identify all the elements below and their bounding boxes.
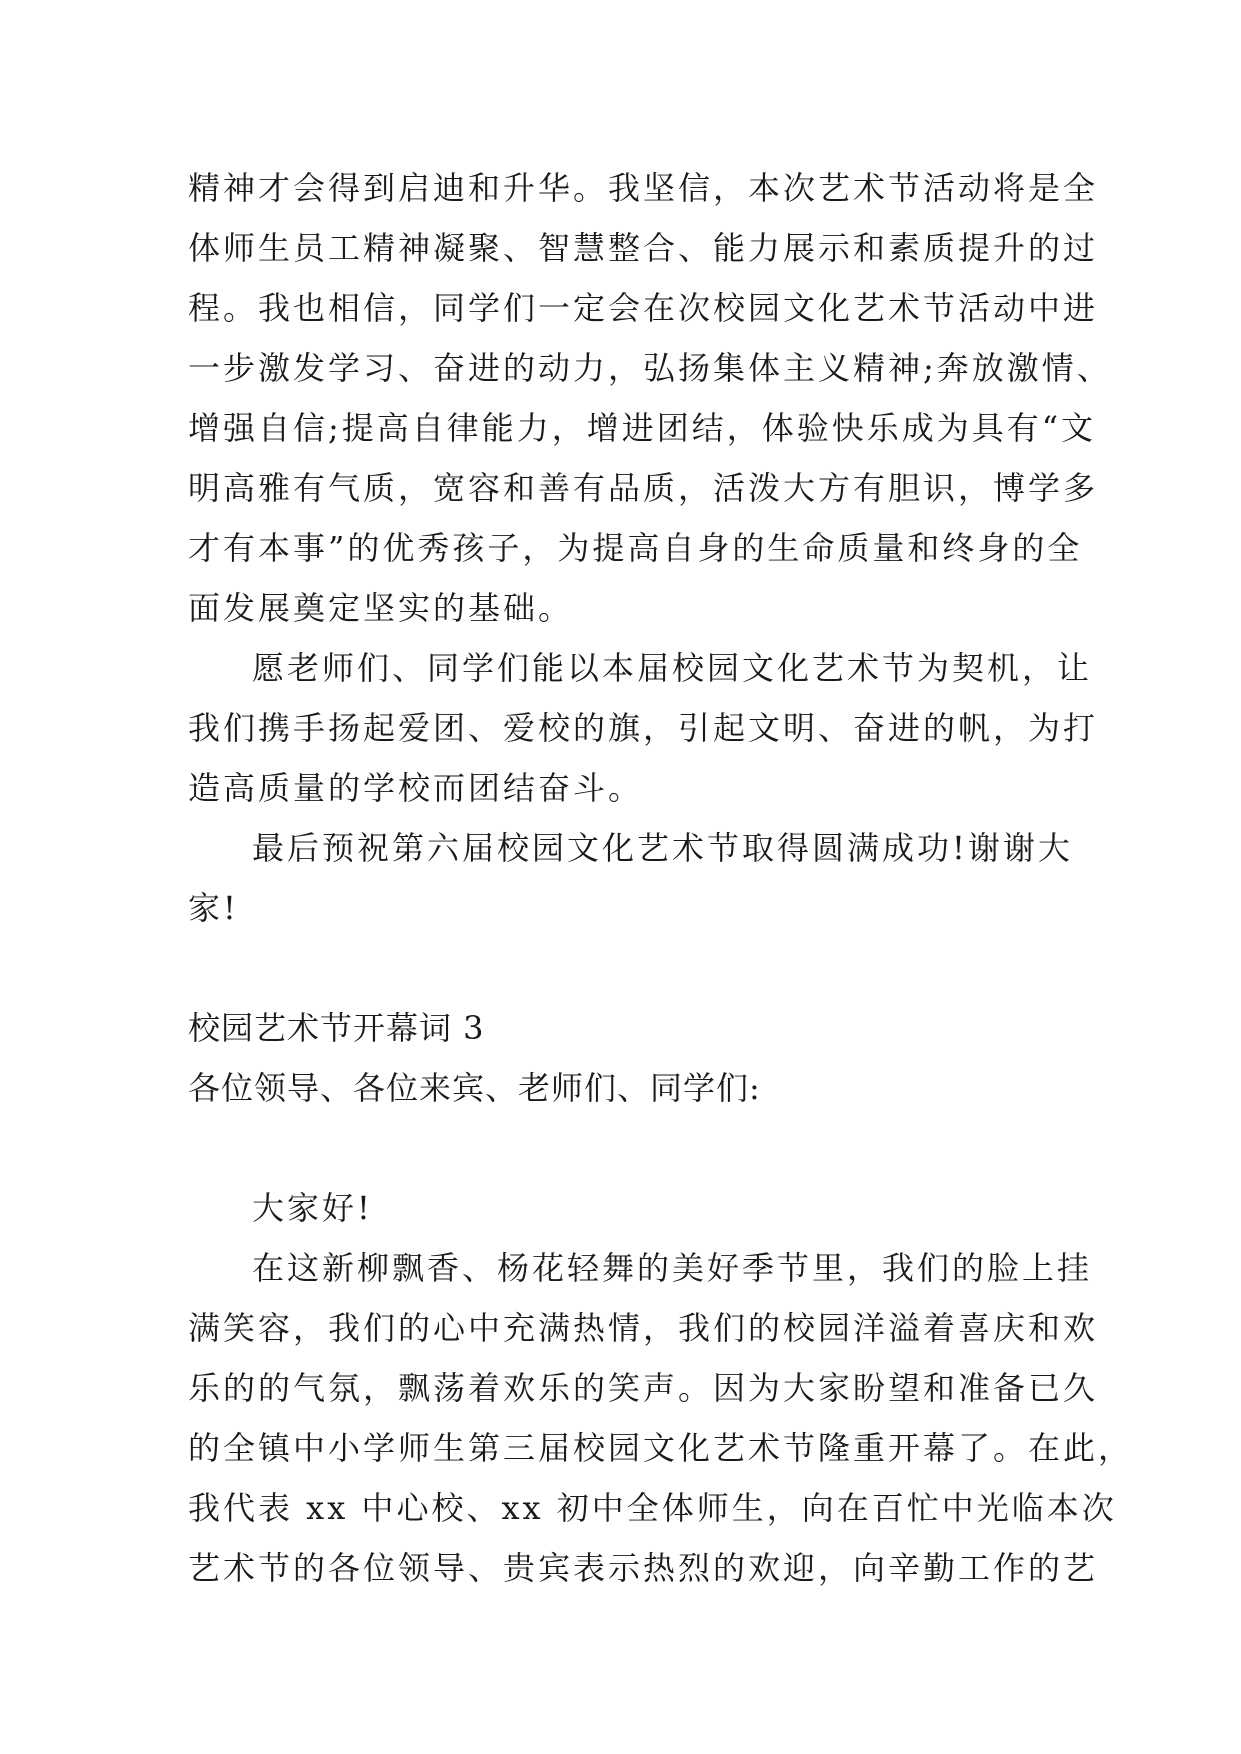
salutation: 各位领导、各位来宾、老师们、同学们:	[188, 1069, 761, 1107]
document-body	[188, 158, 1134, 1598]
spacer	[188, 938, 1068, 998]
paragraph-2	[188, 638, 1099, 818]
text-line: 明高雅有气质，宽容和善有品质，活泼大方有胆识，博学多	[188, 469, 1099, 507]
paragraph-4	[188, 1238, 1134, 1598]
text-line: 家!	[188, 889, 239, 927]
text-line: 最后预祝第六届校园文化艺术节取得圆满成功!谢谢大	[252, 829, 1073, 867]
text-line: 愿老师们、同学们能以本届校园文化艺术节为契机，让	[252, 649, 1093, 687]
text-line: 面发展奠定坚实的基础。	[188, 589, 574, 627]
text-line: 我代表 xx 中心校、xx 初中全体师生，向在百忙中光临本次	[188, 1489, 1117, 1527]
spacer	[188, 1118, 1068, 1178]
text-line: 满笑容，我们的心中充满热情，我们的校园洋溢着喜庆和欢	[188, 1309, 1099, 1347]
text-line: 程。我也相信，同学们一定会在次校园文化艺术节活动中进	[188, 289, 1099, 327]
text-line: 在这新柳飘香、杨花轻舞的美好季节里，我们的脸上挂	[252, 1249, 1093, 1287]
section-title: 校园艺术节开幕词 3	[188, 1009, 485, 1047]
paragraph-3	[188, 818, 1073, 938]
text-line: 精神才会得到启迪和升华。我坚信，本次艺术节活动将是全	[188, 169, 1099, 207]
text-line: 体师生员工精神凝聚、智慧整合、能力展示和素质提升的过	[188, 229, 1099, 267]
text-line: 造高质量的学校而团结奋斗。	[188, 769, 644, 807]
text-line: 一步激发学习、奋进的动力，弘扬集体主义精神;奔放激情、	[188, 349, 1112, 387]
text-line: 乐的的气氛，飘荡着欢乐的笑声。因为大家盼望和准备已久	[188, 1369, 1099, 1407]
text-line: 才有本事”的优秀孩子，为提高自身的生命质量和终身的全	[188, 529, 1083, 567]
text-line: 增强自信;提高自律能力，增进团结，体验快乐成为具有“文	[188, 409, 1097, 447]
text-line: 我们携手扬起爱团、爱校的旗，引起文明、奋进的帆，为打	[188, 709, 1099, 747]
text-line: 的全镇中小学师生第三届校园文化艺术节隆重开幕了。在此，	[188, 1429, 1134, 1467]
paragraph-1	[188, 158, 1112, 638]
text-line: 艺术节的各位领导、贵宾表示热烈的欢迎，向辛勤工作的艺	[188, 1549, 1099, 1587]
greeting: 大家好!	[252, 1189, 373, 1227]
